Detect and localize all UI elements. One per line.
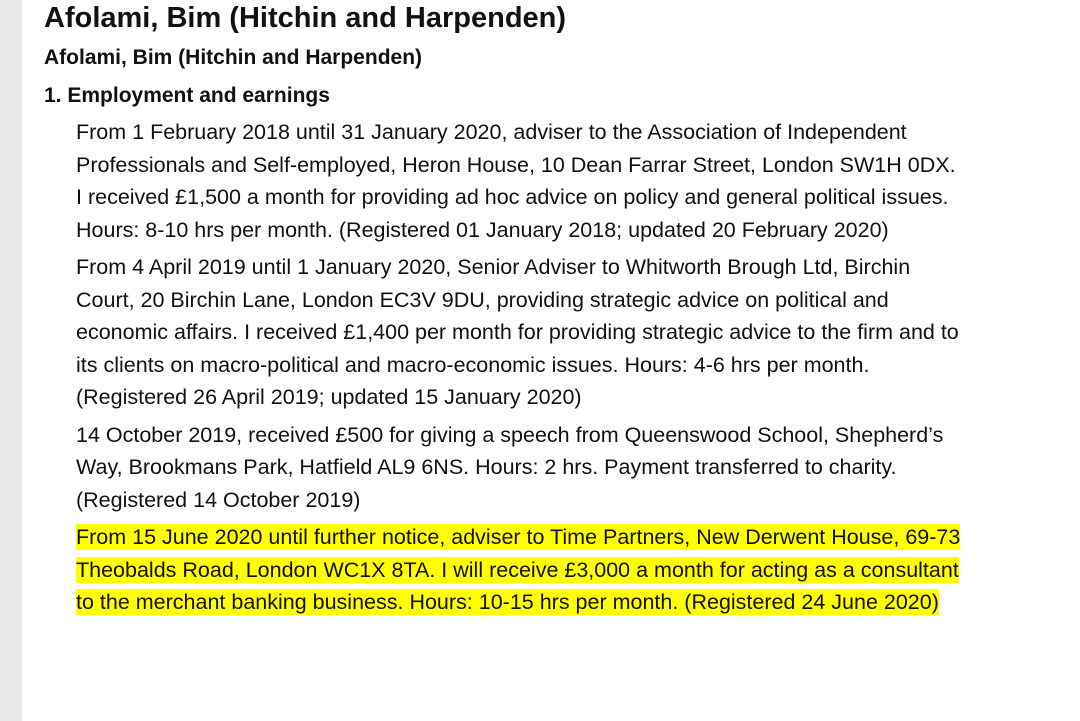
entries-list	[76, 116, 966, 619]
entry-3	[76, 419, 966, 517]
member-name-heading: Afolami, Bim (Hitchin and Harpenden)	[44, 46, 423, 69]
page-title: Afolami, Bim (Hitchin and Harpenden)	[44, 2, 567, 34]
entry-text-highlighted: From 15 June 2020 until further notice, adviser to Time Partners, New Derwent House, 69-73 Theobalds Road, London WC1X 8TA. I will receive £3,000 a month for acting as a consultant to the merchant banking business. Hours: 10-15 hrs per month. (Registered 24 June 2020)	[76, 525, 961, 614]
entry-1	[76, 116, 966, 246]
entry-text: 14 October 2019, received £500 for giving a speech from Queenswood School, Shepherd’s Way, Brookmans Park, Hatfield AL9 6NS. Hours: 2 hrs. Payment transferred to charity. (Registered 14 October 2019)	[76, 422, 944, 512]
document-body	[44, 0, 1064, 624]
left-gutter	[0, 0, 22, 721]
entry-text: From 1 February 2018 until 31 January 2020, adviser to the Association of Independent Professionals and Self-employed, Heron House, 10 Dean Farrar Street, London SW1H 0DX. I received £1,500 a month for providing ad hoc advice on policy and general political issues. Hours: 8-10 hrs per month. (Registered 01 January 2018; updated 20 February 2020)	[76, 120, 956, 242]
entry-4-highlighted	[76, 521, 966, 619]
entry-text: From 4 April 2019 until 1 January 2020, Senior Adviser to Whitworth Brough Ltd, Birchin Court, 20 Birchin Lane, London EC3V 9DU, providing strategic advice on political and economic affairs. I received £1,400 per month for providing strategic advice to the firm and to its clients on macro-political and macro-economic issues. Hours: 4-6 hrs per month. (Registered 26 April 2019; updated 15 January 2020)	[76, 255, 959, 409]
section-heading-employment: 1. Employment and earnings	[44, 84, 330, 107]
entry-2	[76, 251, 966, 414]
